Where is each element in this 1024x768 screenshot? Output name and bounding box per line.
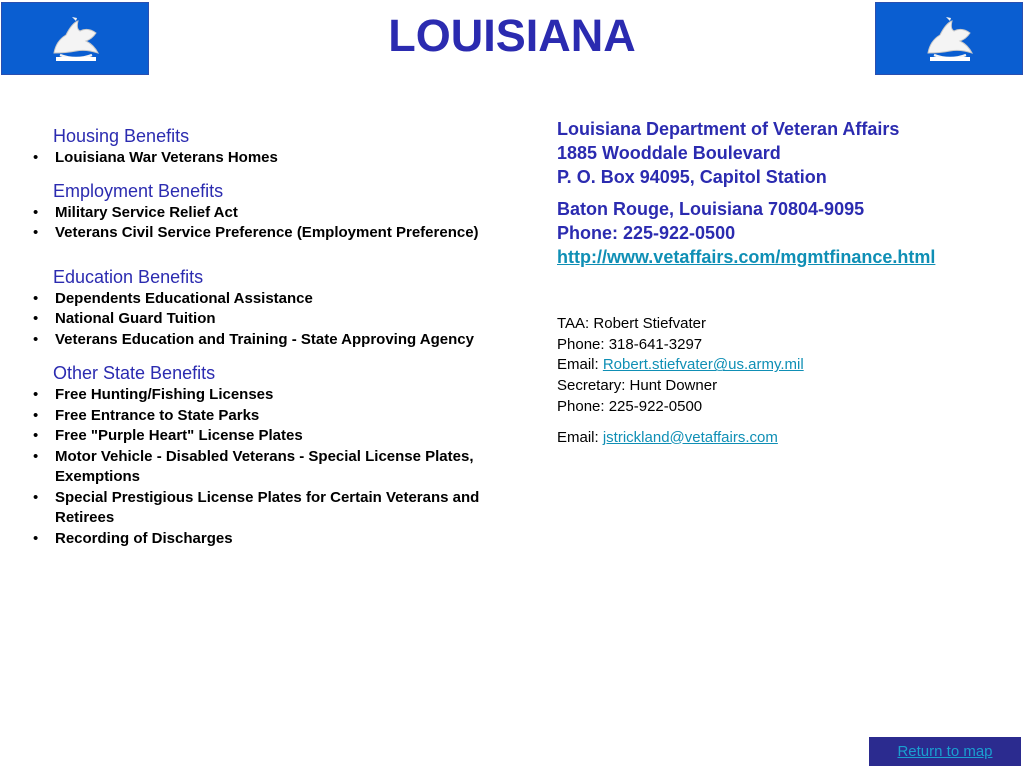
other-benefits-list xyxy=(30,385,490,549)
taa-phone: Phone: 318-641-3297 xyxy=(557,335,703,353)
list-item: • Recording of Discharges xyxy=(30,529,490,550)
return-to-map-button[interactable]: Return to map xyxy=(869,737,1021,766)
education-benefits-list xyxy=(30,289,490,351)
list-item: • Veterans Civil Service Preference (Employment Preference) xyxy=(30,223,490,244)
list-item: • Louisiana War Veterans Homes xyxy=(30,148,490,169)
housing-benefits-list xyxy=(30,148,490,169)
list-item: • Free Hunting/Fishing Licenses xyxy=(30,385,490,406)
department-street: 1885 Wooddale Boulevard xyxy=(557,143,781,163)
pelican-icon xyxy=(920,13,980,65)
employment-benefits-heading: Employment Benefits xyxy=(53,180,224,201)
list-item: • Military Service Relief Act xyxy=(30,203,490,224)
other-benefits-heading: Other State Benefits xyxy=(53,363,216,383)
taa-name: TAA: Robert Stiefvater xyxy=(557,315,706,332)
list-item: • Special Prestigious License Plates for Certain Veterans and Retirees xyxy=(30,488,490,529)
email-label: Email: xyxy=(557,428,603,446)
secretary-email-link[interactable]: jstrickland@vetaffairs.com xyxy=(602,428,778,446)
taa-email-link[interactable]: Robert.stiefvater@us.army.mil xyxy=(602,356,804,374)
louisiana-flag-right xyxy=(875,2,1023,75)
department-po-box: P. O. Box 94095, Capitol Station xyxy=(557,167,827,187)
taa-email-row xyxy=(557,355,1017,376)
employment-benefits-list xyxy=(30,203,490,244)
list-item: • Free "Purple Heart" License Plates xyxy=(30,426,490,447)
department-website-link[interactable]: http://www.vetaffairs.com/mgmtfinance.html xyxy=(557,247,936,267)
list-item: • National Guard Tuition xyxy=(30,309,490,330)
education-benefits-heading: Education Benefits xyxy=(53,266,204,287)
department-name: Louisiana Department of Veteran Affairs xyxy=(557,119,900,139)
secretary-email-row xyxy=(557,428,1017,449)
list-item: • Free Entrance to State Parks xyxy=(30,406,490,427)
secretary-phone: Phone: 225-922-0500 xyxy=(557,397,703,415)
contact-column xyxy=(557,117,1017,448)
benefits-column xyxy=(30,124,490,549)
list-item: • Dependents Educational Assistance xyxy=(30,289,490,310)
department-phone: Phone: 225-922-0500 xyxy=(557,223,736,243)
secretary-name: Secretary: Hunt Downer xyxy=(557,377,718,395)
email-label: Email: xyxy=(557,356,603,374)
list-item: • Veterans Education and Training - State Approving Agency xyxy=(30,330,490,351)
page-title: LOUISIANA xyxy=(388,10,636,61)
list-item: • Motor Vehicle - Disabled Veterans - Special License Plates, Exemptions xyxy=(30,447,490,488)
housing-benefits-heading: Housing Benefits xyxy=(53,126,190,146)
department-city: Baton Rouge, Louisiana 70804-9095 xyxy=(557,199,865,219)
